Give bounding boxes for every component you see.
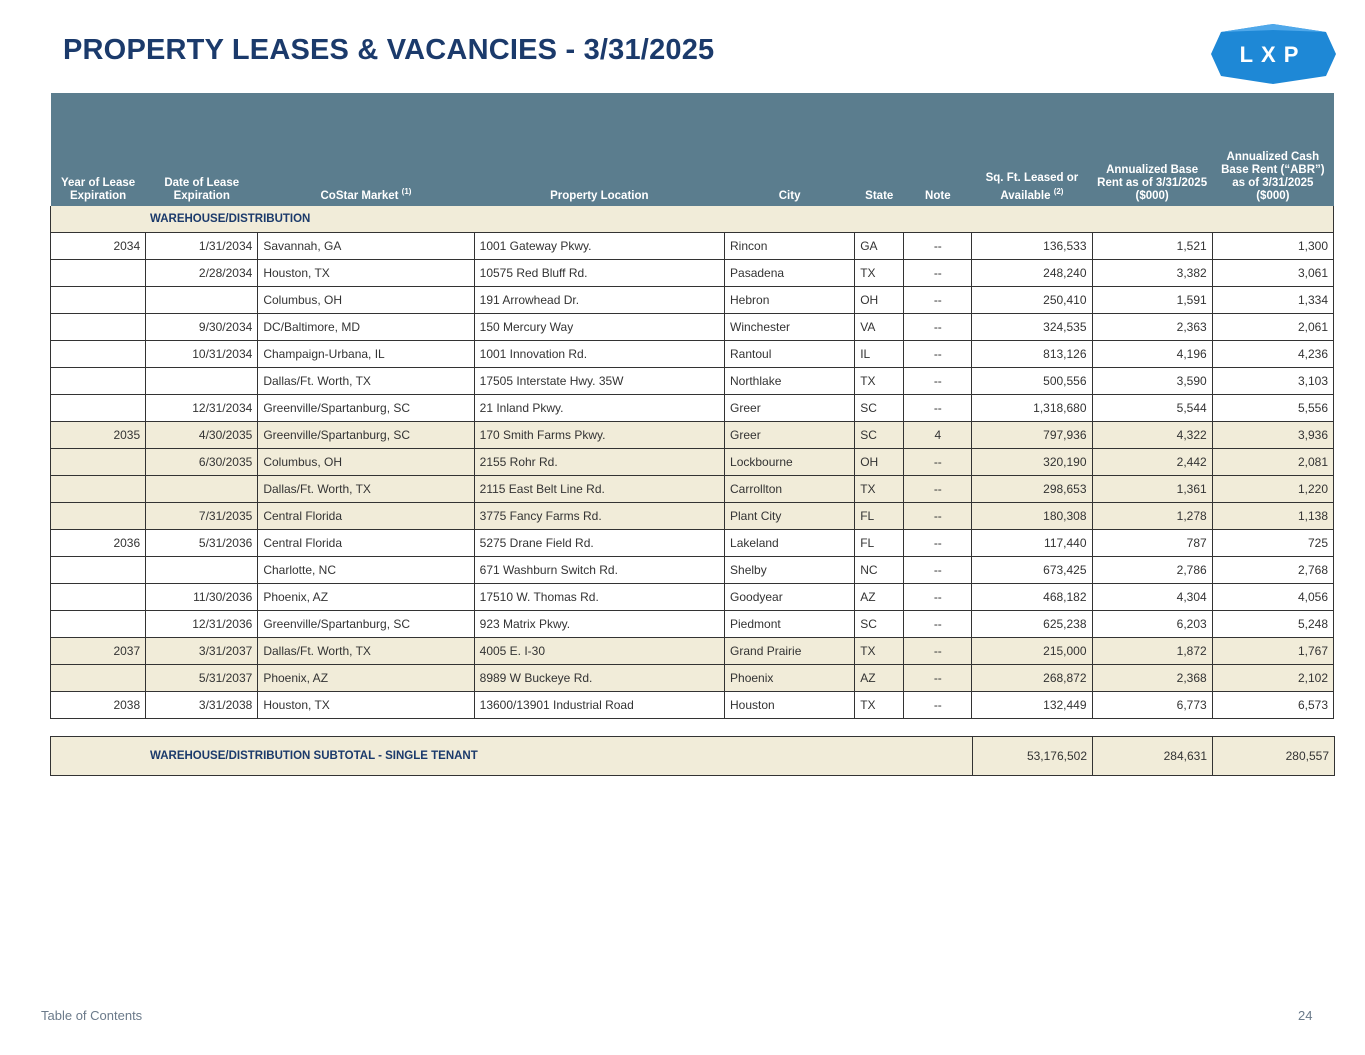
cell-year — [51, 611, 146, 638]
cell-note: -- — [904, 557, 972, 584]
cell-state: TX — [855, 638, 904, 665]
cell-sqft: 117,440 — [972, 530, 1092, 557]
cell-state: FL — [855, 503, 904, 530]
cell-date: 7/31/2035 — [146, 503, 258, 530]
cell-abr: 3,382 — [1092, 260, 1212, 287]
cell-state: AZ — [855, 665, 904, 692]
cell-sqft: 673,425 — [972, 557, 1092, 584]
cell-location: 923 Matrix Pkwy. — [474, 611, 724, 638]
header-city: City — [725, 93, 855, 206]
header-sqft: Sq. Ft. Leased or Available $^{(2)}$ — [972, 93, 1092, 206]
cell-abr: 1,361 — [1092, 476, 1212, 503]
cell-year — [51, 368, 146, 395]
cell-city: Northlake — [725, 368, 855, 395]
table-row — [51, 530, 1334, 557]
cell-market: Dallas/Ft. Worth, TX — [258, 368, 474, 395]
cell-sqft: 180,308 — [972, 503, 1092, 530]
table-row — [51, 341, 1334, 368]
cell-note: -- — [904, 611, 972, 638]
cell-cash-abr: 1,300 — [1212, 233, 1333, 260]
cell-abr: 787 — [1092, 530, 1212, 557]
cell-state: TX — [855, 476, 904, 503]
table-row — [51, 233, 1334, 260]
cell-city: Houston — [725, 692, 855, 719]
table-row — [51, 449, 1334, 476]
cell-date: 4/30/2035 — [146, 422, 258, 449]
cell-sqft: 320,190 — [972, 449, 1092, 476]
cell-sqft: 215,000 — [972, 638, 1092, 665]
cell-year — [51, 314, 146, 341]
cell-abr: 6,773 — [1092, 692, 1212, 719]
cell-location: 17510 W. Thomas Rd. — [474, 584, 724, 611]
cell-state: TX — [855, 692, 904, 719]
cell-date — [146, 368, 258, 395]
cell-year: 2038 — [51, 692, 146, 719]
cell-abr: 1,521 — [1092, 233, 1212, 260]
cell-sqft: 324,535 — [972, 314, 1092, 341]
cell-city: Pasadena — [725, 260, 855, 287]
cell-date — [146, 476, 258, 503]
cell-market: Greenville/Spartanburg, SC — [258, 395, 474, 422]
cell-note: -- — [904, 260, 972, 287]
cell-date: 6/30/2035 — [146, 449, 258, 476]
cell-note: -- — [904, 368, 972, 395]
cell-sqft: 813,126 — [972, 341, 1092, 368]
table-row — [51, 476, 1334, 503]
cell-location: 2115 East Belt Line Rd. — [474, 476, 724, 503]
leases-table — [50, 93, 1334, 719]
section-title: WAREHOUSE/DISTRIBUTION — [51, 206, 1334, 233]
cell-city: Greer — [725, 395, 855, 422]
cell-sqft: 797,936 — [972, 422, 1092, 449]
cell-note: -- — [904, 233, 972, 260]
subtotal-sqft: 53,176,502 — [973, 737, 1093, 776]
subtotal-table — [50, 736, 1335, 776]
cell-state: IL — [855, 341, 904, 368]
cell-date — [146, 287, 258, 314]
cell-location: 2155 Rohr Rd. — [474, 449, 724, 476]
table-row — [51, 584, 1334, 611]
cell-note: -- — [904, 314, 972, 341]
cell-abr: 3,590 — [1092, 368, 1212, 395]
cell-year — [51, 341, 146, 368]
cell-city: Phoenix — [725, 665, 855, 692]
cell-sqft: 468,182 — [972, 584, 1092, 611]
cell-year — [51, 287, 146, 314]
cell-market: Champaign-Urbana, IL — [258, 341, 474, 368]
cell-date: 5/31/2037 — [146, 665, 258, 692]
cell-abr: 1,591 — [1092, 287, 1212, 314]
cell-abr: 4,304 — [1092, 584, 1212, 611]
cell-abr: 2,786 — [1092, 557, 1212, 584]
cell-note: -- — [904, 476, 972, 503]
cell-year — [51, 449, 146, 476]
cell-cash-abr: 1,138 — [1212, 503, 1333, 530]
cell-location: 4005 E. I-30 — [474, 638, 724, 665]
cell-note: -- — [904, 584, 972, 611]
cell-note: -- — [904, 638, 972, 665]
cell-note: -- — [904, 287, 972, 314]
cell-sqft: 625,238 — [972, 611, 1092, 638]
cell-location: 191 Arrowhead Dr. — [474, 287, 724, 314]
cell-cash-abr: 1,767 — [1212, 638, 1333, 665]
table-row — [51, 692, 1334, 719]
cell-location: 3775 Fancy Farms Rd. — [474, 503, 724, 530]
cell-market: Houston, TX — [258, 260, 474, 287]
cell-city: Rincon — [725, 233, 855, 260]
cell-year — [51, 395, 146, 422]
cell-sqft: 500,556 — [972, 368, 1092, 395]
cell-note: -- — [904, 395, 972, 422]
subtotal-abr: 284,631 — [1093, 737, 1213, 776]
cell-city: Rantoul — [725, 341, 855, 368]
table-row — [51, 611, 1334, 638]
cell-state: OH — [855, 287, 904, 314]
cell-location: 21 Inland Pkwy. — [474, 395, 724, 422]
cell-year: 2034 — [51, 233, 146, 260]
cell-year — [51, 665, 146, 692]
table-of-contents-link[interactable]: Table of Contents — [41, 1008, 143, 1023]
cell-state: VA — [855, 314, 904, 341]
cell-cash-abr: 2,081 — [1212, 449, 1333, 476]
cell-date — [146, 557, 258, 584]
cell-location: 10575 Red Bluff Rd. — [474, 260, 724, 287]
cell-state: NC — [855, 557, 904, 584]
cell-city: Lockbourne — [725, 449, 855, 476]
cell-note: -- — [904, 692, 972, 719]
header-state: State — [855, 93, 904, 206]
cell-cash-abr: 3,103 — [1212, 368, 1333, 395]
cell-cash-abr: 2,102 — [1212, 665, 1333, 692]
page-number: 24 — [1298, 1008, 1313, 1023]
cell-cash-abr: 4,056 — [1212, 584, 1333, 611]
cell-location: 671 Washburn Switch Rd. — [474, 557, 724, 584]
header-date: Date of Lease Expiration — [146, 93, 258, 206]
table-row — [51, 503, 1334, 530]
cell-city: Greer — [725, 422, 855, 449]
cell-date: 9/30/2034 — [146, 314, 258, 341]
cell-market: DC/Baltimore, MD — [258, 314, 474, 341]
table-row — [51, 638, 1334, 665]
cell-cash-abr: 2,768 — [1212, 557, 1333, 584]
cell-note: -- — [904, 341, 972, 368]
cell-location: 1001 Innovation Rd. — [474, 341, 724, 368]
cell-market: Houston, TX — [258, 692, 474, 719]
cell-cash-abr: 1,334 — [1212, 287, 1333, 314]
cell-note: -- — [904, 503, 972, 530]
cell-year: 2036 — [51, 530, 146, 557]
cell-state: GA — [855, 233, 904, 260]
cell-state: SC — [855, 422, 904, 449]
cell-city: Goodyear — [725, 584, 855, 611]
table-row — [51, 422, 1334, 449]
cell-cash-abr: 2,061 — [1212, 314, 1333, 341]
cell-market: Phoenix, AZ — [258, 584, 474, 611]
cell-date: 2/28/2034 — [146, 260, 258, 287]
cell-location: 5275 Drane Field Rd. — [474, 530, 724, 557]
cell-cash-abr: 5,556 — [1212, 395, 1333, 422]
cell-sqft: 268,872 — [972, 665, 1092, 692]
cell-date: 12/31/2034 — [146, 395, 258, 422]
cell-year — [51, 476, 146, 503]
cell-year — [51, 503, 146, 530]
cell-date: 1/31/2034 — [146, 233, 258, 260]
table-row — [51, 665, 1334, 692]
cell-city: Lakeland — [725, 530, 855, 557]
cell-abr: 2,442 — [1092, 449, 1212, 476]
cell-state: OH — [855, 449, 904, 476]
cell-note: -- — [904, 665, 972, 692]
cell-city: Winchester — [725, 314, 855, 341]
cell-city: Shelby — [725, 557, 855, 584]
cell-abr: 6,203 — [1092, 611, 1212, 638]
cell-abr: 1,278 — [1092, 503, 1212, 530]
header-cash-abr: Annualized Cash Base Rent (“ABR”) as of 3/31/2025 ($000) — [1212, 93, 1333, 206]
cell-date: 11/30/2036 — [146, 584, 258, 611]
cell-abr: 4,322 — [1092, 422, 1212, 449]
cell-location: 17505 Interstate Hwy. 35W — [474, 368, 724, 395]
cell-date: 10/31/2034 — [146, 341, 258, 368]
cell-market: Greenville/Spartanburg, SC — [258, 422, 474, 449]
header-abr: Annualized Base Rent as of 3/31/2025 ($000) — [1092, 93, 1212, 206]
cell-cash-abr: 5,248 — [1212, 611, 1333, 638]
header-year: Year of Lease Expiration — [51, 93, 146, 206]
subtotal-cash-abr: 280,557 — [1213, 737, 1335, 776]
cell-location: 1001 Gateway Pkwy. — [474, 233, 724, 260]
table-row — [51, 260, 1334, 287]
cell-date: 3/31/2038 — [146, 692, 258, 719]
header-note: Note — [904, 93, 972, 206]
cell-state: TX — [855, 368, 904, 395]
table-row — [51, 557, 1334, 584]
cell-cash-abr: 4,236 — [1212, 341, 1333, 368]
cell-sqft: 298,653 — [972, 476, 1092, 503]
cell-market: Columbus, OH — [258, 449, 474, 476]
cell-year — [51, 584, 146, 611]
table-row — [51, 368, 1334, 395]
cell-note: -- — [904, 449, 972, 476]
cell-city: Grand Prairie — [725, 638, 855, 665]
cell-location: 170 Smith Farms Pkwy. — [474, 422, 724, 449]
cell-city: Hebron — [725, 287, 855, 314]
cell-market: Central Florida — [258, 530, 474, 557]
cell-market: Charlotte, NC — [258, 557, 474, 584]
section-row — [51, 206, 1334, 233]
cell-abr: 1,872 — [1092, 638, 1212, 665]
cell-market: Greenville/Spartanburg, SC — [258, 611, 474, 638]
cell-note: 4 — [904, 422, 972, 449]
cell-abr: 2,368 — [1092, 665, 1212, 692]
lxp-logo — [1211, 24, 1336, 84]
cell-sqft: 136,533 — [972, 233, 1092, 260]
cell-cash-abr: 3,936 — [1212, 422, 1333, 449]
cell-year: 2035 — [51, 422, 146, 449]
cell-state: SC — [855, 395, 904, 422]
table-row — [51, 314, 1334, 341]
cell-state: TX — [855, 260, 904, 287]
header-row — [51, 93, 1334, 206]
cell-cash-abr: 3,061 — [1212, 260, 1333, 287]
cell-date: 5/31/2036 — [146, 530, 258, 557]
cell-sqft: 132,449 — [972, 692, 1092, 719]
cell-location: 8989 W Buckeye Rd. — [474, 665, 724, 692]
cell-sqft: 250,410 — [972, 287, 1092, 314]
cell-market: Savannah, GA — [258, 233, 474, 260]
logo-text: LXP — [1239, 42, 1307, 67]
cell-abr: 5,544 — [1092, 395, 1212, 422]
header-market: CoStar Market $^{(1)}$ — [258, 93, 474, 206]
cell-location: 150 Mercury Way — [474, 314, 724, 341]
cell-market: Dallas/Ft. Worth, TX — [258, 476, 474, 503]
cell-date: 12/31/2036 — [146, 611, 258, 638]
cell-market: Phoenix, AZ — [258, 665, 474, 692]
cell-state: AZ — [855, 584, 904, 611]
cell-date: 3/31/2037 — [146, 638, 258, 665]
cell-sqft: 1,318,680 — [972, 395, 1092, 422]
cell-state: SC — [855, 611, 904, 638]
cell-cash-abr: 1,220 — [1212, 476, 1333, 503]
cell-year — [51, 260, 146, 287]
cell-note: -- — [904, 530, 972, 557]
cell-city: Carrollton — [725, 476, 855, 503]
page-title: PROPERTY LEASES & VACANCIES - 3/31/2025 — [63, 34, 715, 66]
header-location: Property Location — [474, 93, 724, 206]
subtotal-label: WAREHOUSE/DISTRIBUTION SUBTOTAL - SINGLE TENANT — [51, 737, 973, 776]
cell-city: Piedmont — [725, 611, 855, 638]
cell-sqft: 248,240 — [972, 260, 1092, 287]
cell-city: Plant City — [725, 503, 855, 530]
cell-state: FL — [855, 530, 904, 557]
cell-abr: 4,196 — [1092, 341, 1212, 368]
cell-abr: 2,363 — [1092, 314, 1212, 341]
subtotal-row — [51, 737, 1335, 776]
cell-market: Central Florida — [258, 503, 474, 530]
cell-cash-abr: 725 — [1212, 530, 1333, 557]
cell-market: Dallas/Ft. Worth, TX — [258, 638, 474, 665]
table-row — [51, 395, 1334, 422]
cell-location: 13600/13901 Industrial Road — [474, 692, 724, 719]
cell-cash-abr: 6,573 — [1212, 692, 1333, 719]
table-row — [51, 287, 1334, 314]
cell-market: Columbus, OH — [258, 287, 474, 314]
cell-year: 2037 — [51, 638, 146, 665]
cell-year — [51, 557, 146, 584]
